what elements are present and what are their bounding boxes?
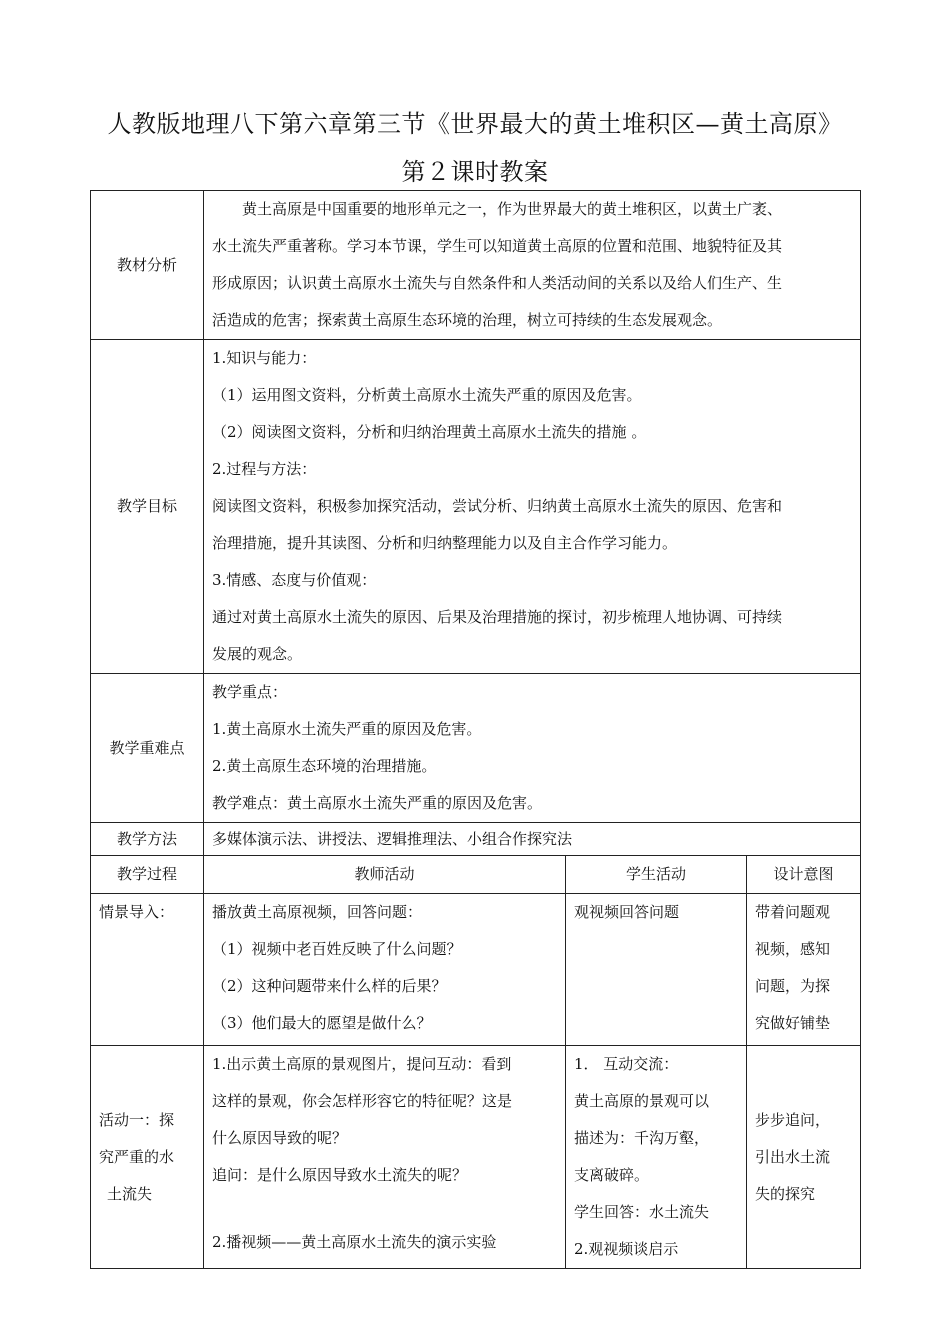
row-activity1	[91, 1046, 861, 1269]
activity1-intent-line-3: 失的探究	[755, 1184, 816, 1203]
activity1-student-line-6: 2.观视频谈启示	[574, 1240, 679, 1258]
analysis-line-3: 形成原因；认识黄土高原水土流失与自然条件和人类活动间的关系以及给人们生产、生	[212, 274, 783, 292]
goals-label: 教学目标	[91, 340, 204, 674]
activity1-student-line-4: 支离破碎。	[574, 1166, 650, 1184]
intro-teacher	[204, 894, 566, 1046]
header-student: 学生活动	[566, 856, 747, 894]
intro-student: 观视频回答问题	[566, 894, 747, 1046]
intro-intent-line-2: 视频，感知	[755, 940, 831, 958]
intro-teacher-line-4: （3）他们最大的愿望是做什么？	[212, 1014, 432, 1032]
keypoints-line-2: 1.黄土高原水土流失严重的原因及危害。	[212, 720, 482, 738]
intro-stage: 情景导入：	[91, 894, 204, 1046]
keypoints-content	[204, 674, 861, 823]
activity1-teacher	[204, 1046, 566, 1269]
keypoints-line-1: 教学重点：	[212, 683, 288, 701]
analysis-line-1: 黄土高原是中国重要的地形单元之一，作为世界最大的黄土堆积区，以黄土广袤、	[242, 200, 783, 218]
activity1-teacher-line-3: 什么原因导致的呢？	[212, 1129, 348, 1147]
activity1-stage-line-3: 土流失	[107, 1184, 153, 1203]
activity1-intent-line-2: 引出水土流	[755, 1147, 831, 1166]
activity1-teacher-line-1: 1.出示黄土高原的景观图片，提问互动：看到	[212, 1055, 512, 1073]
activity1-teacher-line-4: 追问：是什么原因导致水土流失的呢？	[212, 1166, 468, 1184]
activity1-teacher-line-2: 这样的景观，你会怎样形容它的特征呢？这是	[212, 1092, 513, 1110]
intro-intent-line-1: 带着问题观	[755, 903, 831, 921]
goals-line-2: （1）运用图文资料，分析黄土高原水土流失严重的原因及危害。	[212, 386, 642, 404]
goals-content	[204, 340, 861, 674]
intro-teacher-line-3: （2）这种问题带来什么样的后果？	[212, 977, 447, 995]
goals-line-3: （2）阅读图文资料，分析和归纳治理黄土高原水土流失的措施 。	[212, 423, 647, 441]
intro-teacher-line-2: （1）视频中老百姓反映了什么问题？	[212, 940, 462, 958]
activity1-student-line-3: 描述为：千沟万壑，	[574, 1129, 710, 1147]
goals-line-4: 2.过程与方法：	[212, 460, 317, 478]
activity1-stage	[91, 1046, 204, 1269]
activity1-stage-line-2: 究严重的水	[99, 1147, 175, 1166]
document-title-line1: 人教版地理八下第六章第三节《世界最大的黄土堆积区—黄土高原》	[107, 110, 843, 138]
lesson-plan-table	[90, 190, 861, 1269]
intro-teacher-line-1: 播放黄土高原视频，回答问题：	[212, 903, 423, 921]
analysis-line-2: 水土流失严重著称。学习本节课，学生可以知道黄土高原的位置和范围、地貌特征及其	[212, 237, 783, 255]
row-analysis	[91, 191, 861, 340]
goals-line-6: 治理措施，提升其读图、分析和归纳整理能力以及自主合作学习能力。	[212, 534, 678, 552]
activity1-student-line-2: 黄土高原的景观可以	[574, 1092, 710, 1110]
row-methods	[91, 823, 861, 856]
analysis-label: 教材分析	[91, 191, 204, 340]
activity1-teacher-spacer	[212, 1194, 557, 1224]
keypoints-line-4: 教学难点：黄土高原水土流失严重的原因及危害。	[212, 794, 543, 812]
intro-intent-line-3: 问题，为探	[755, 977, 831, 995]
activity1-intent-line-1: 步步追问，	[755, 1110, 831, 1129]
methods-content: 多媒体演示法、讲授法、逻辑推理法、小组合作探究法	[204, 823, 861, 856]
header-teacher: 教师活动	[204, 856, 566, 894]
document-title-line2: 第２课时教案	[401, 158, 549, 186]
intro-intent	[747, 894, 861, 1046]
row-intro	[91, 894, 861, 1046]
activity1-stage-line-1: 活动一：探	[99, 1110, 175, 1129]
goals-line-1: 1.知识与能力：	[212, 349, 317, 367]
activity1-student-line-5: 学生回答：水土流失	[574, 1203, 710, 1221]
methods-label: 教学方法	[91, 823, 204, 856]
activity1-intent	[747, 1046, 861, 1269]
row-keypoints	[91, 674, 861, 823]
header-intent: 设计意图	[747, 856, 861, 894]
goals-line-5: 阅读图文资料，积极参加探究活动，尝试分析、归纳黄土高原水土流失的原因、危害和	[212, 497, 783, 515]
goals-line-8: 通过对黄土高原水土流失的原因、后果及治理措施的探讨，初步梳理人地协调、可持续	[212, 608, 783, 626]
row-process-header	[91, 856, 861, 894]
goals-line-7: 3.情感、态度与价值观：	[212, 571, 377, 589]
row-goals	[91, 340, 861, 674]
intro-intent-line-4: 究做好铺垫	[755, 1014, 831, 1032]
keypoints-label: 教学重难点	[91, 674, 204, 823]
header-process: 教学过程	[91, 856, 204, 894]
keypoints-line-3: 2.黄土高原生态环境的治理措施。	[212, 757, 437, 775]
analysis-line-4: 活造成的危害；探索黄土高原生态环境的治理，树立可持续的生态发展观念。	[212, 311, 723, 329]
goals-line-9: 发展的观念。	[212, 645, 303, 663]
activity1-teacher-line-5: 2.播视频——黄土高原水土流失的演示实验	[212, 1233, 497, 1251]
activity1-student-line-1: 1． 互动交流：	[574, 1055, 679, 1073]
analysis-content	[204, 191, 861, 340]
activity1-student	[566, 1046, 747, 1269]
